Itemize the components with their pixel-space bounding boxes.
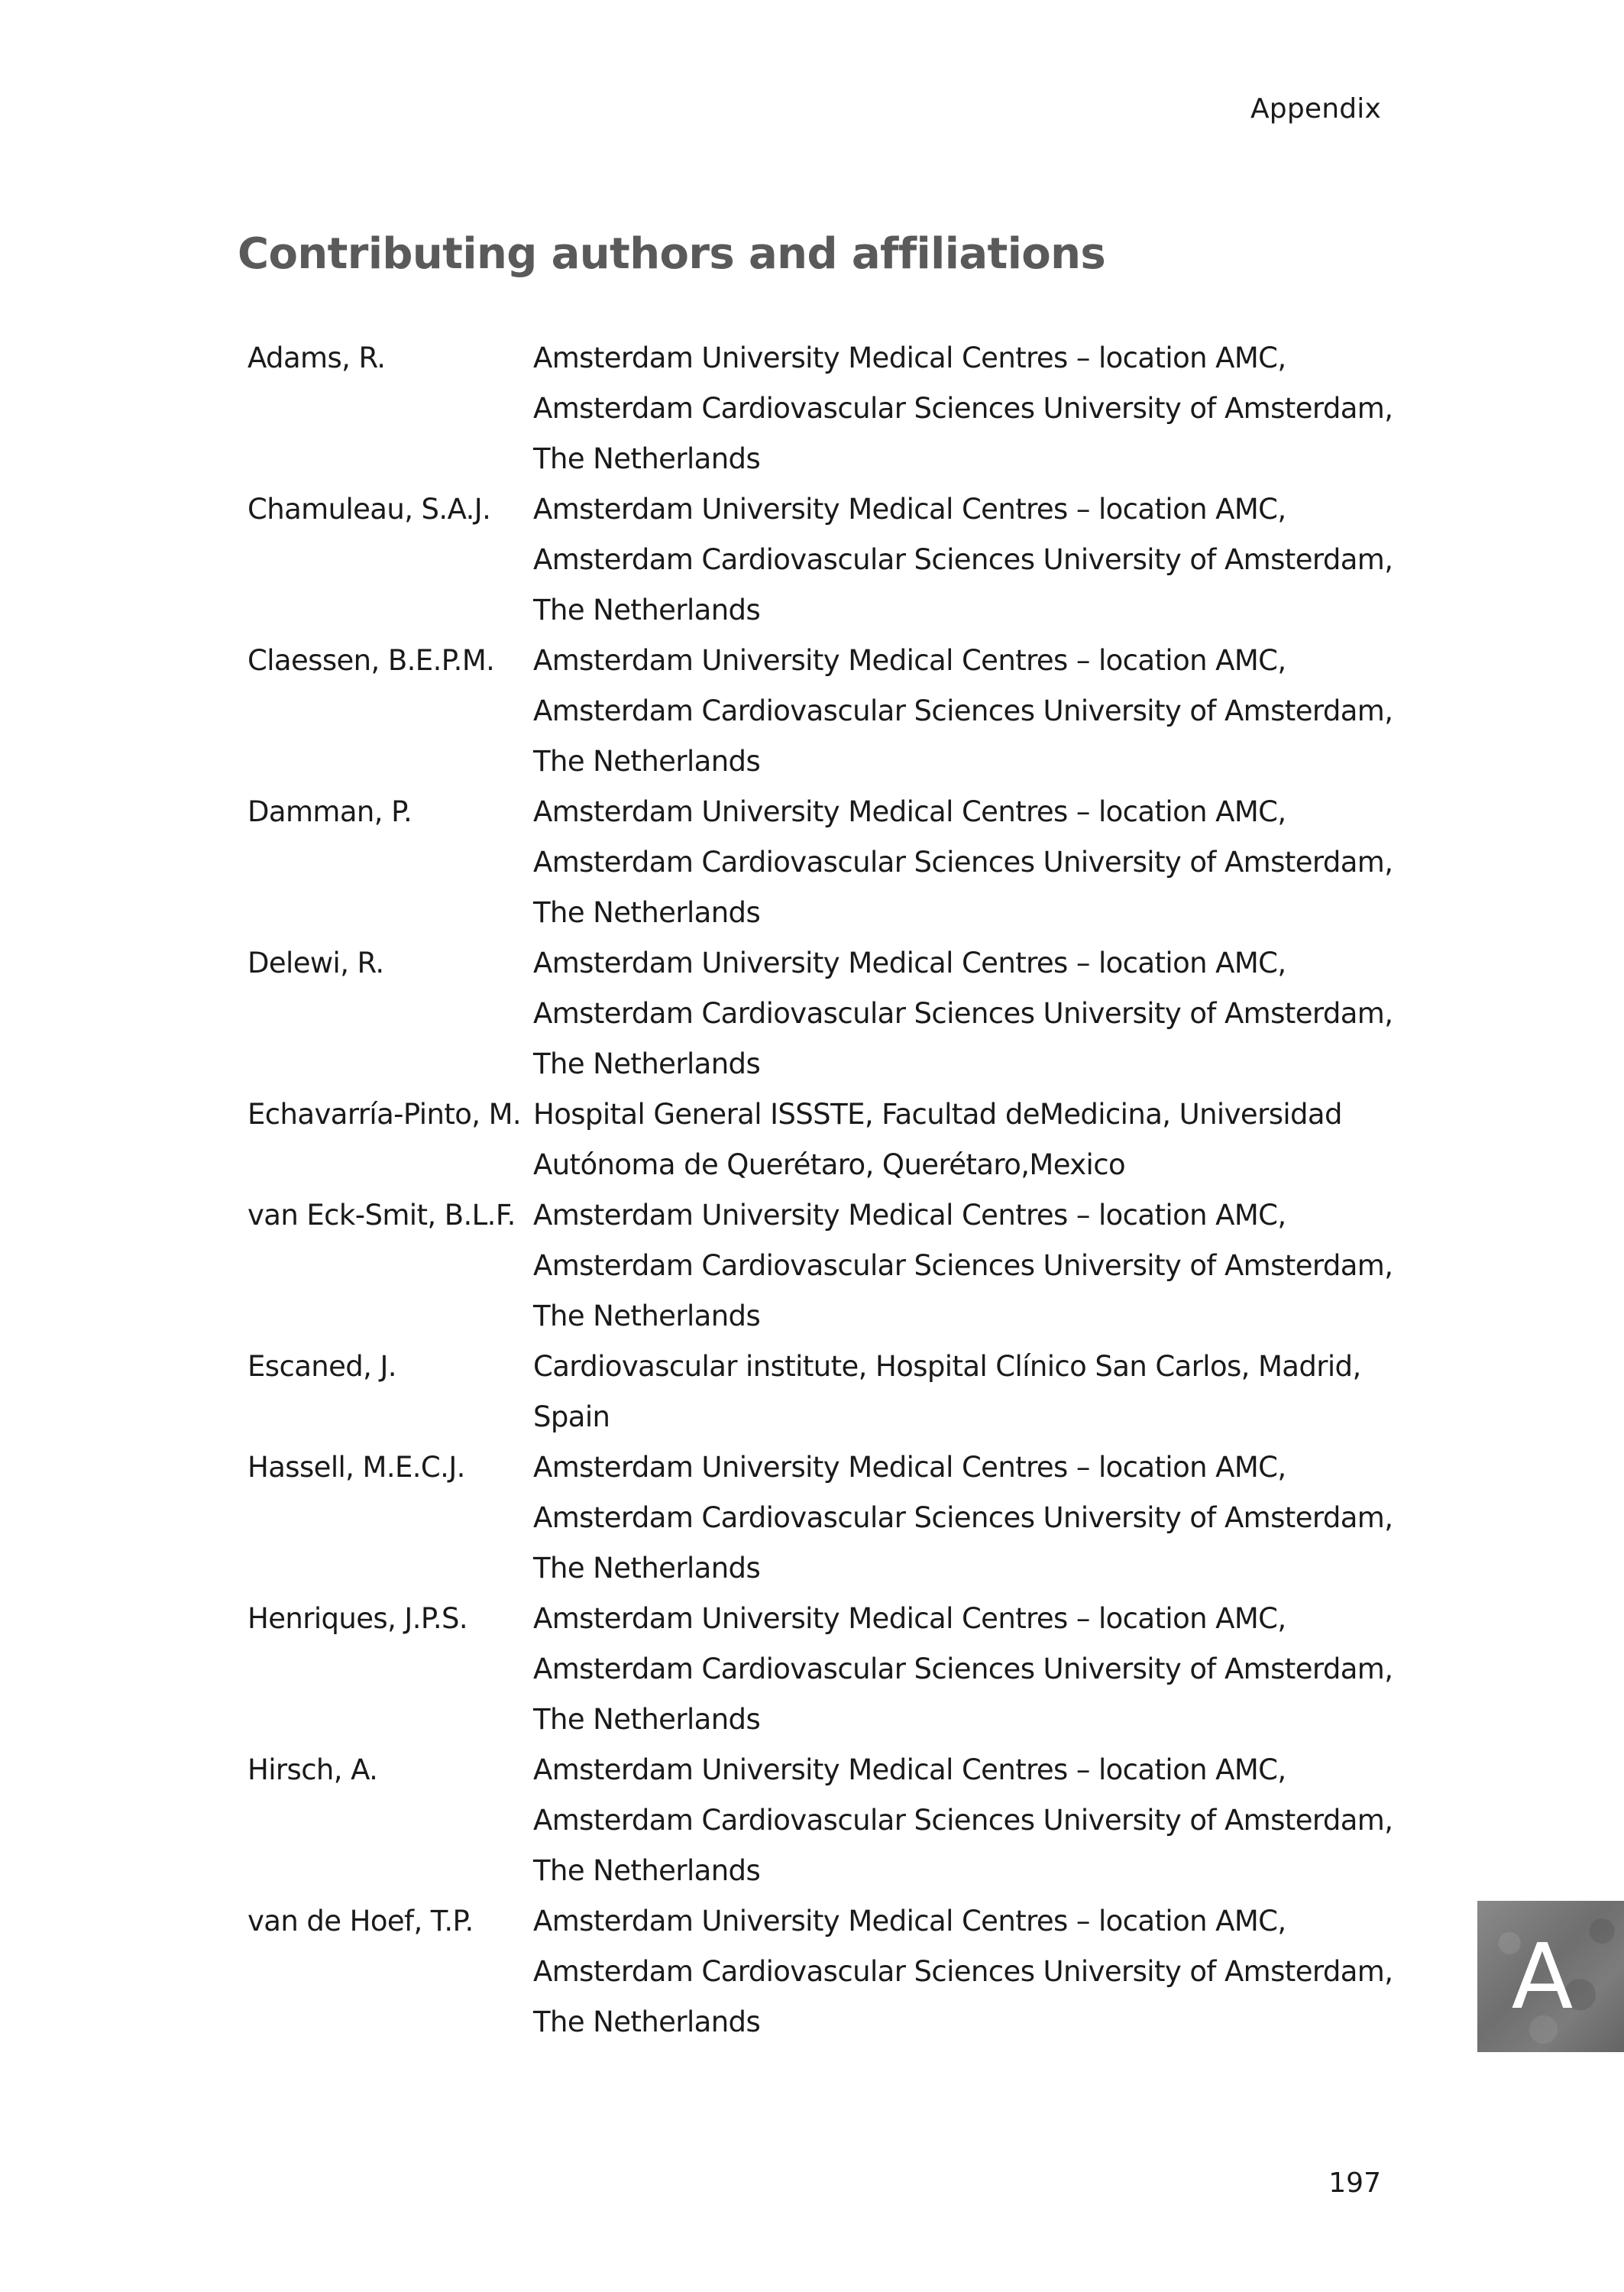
affiliation-line: Amsterdam Cardiovascular Sciences University of Amsterdam, [533,1249,1393,1282]
affiliation-line: Amsterdam University Medical Centres – location AMC, [533,795,1286,828]
affiliation-line: Amsterdam University Medical Centres – location AMC, [533,1451,1286,1484]
author-affiliation [533,1745,1416,1896]
author-affiliation [533,484,1416,636]
affiliation-line: Amsterdam University Medical Centres – location AMC, [533,644,1286,677]
affiliation-line: The Netherlands [533,896,761,929]
affiliation-line: Spain [533,1400,610,1433]
affiliation-line: Amsterdam Cardiovascular Sciences University of Amsterdam, [533,846,1393,879]
author-name: Escaned, J. [247,1350,396,1383]
author-affiliation [533,1594,1416,1745]
affiliation-line: Amsterdam Cardiovascular Sciences University of Amsterdam, [533,1804,1393,1837]
author-name: Echavarría-Pinto, M. [247,1098,522,1131]
author-affiliation [533,1896,1416,2048]
affiliation-line: Amsterdam Cardiovascular Sciences University of Amsterdam, [533,694,1393,727]
affiliation-line: The Netherlands [533,1854,761,1887]
author-name: van Eck-Smit, B.L.F. [247,1199,516,1232]
author-name: Hassell, M.E.C.J. [247,1451,465,1484]
affiliation-line: The Netherlands [533,1300,761,1332]
author-entry [247,1442,1416,1594]
author-entry [247,1745,1416,1896]
author-affiliation [533,1089,1416,1190]
affiliation-line: Autónoma de Querétaro, Querétaro,Mexico [533,1148,1125,1181]
affiliation-line: The Netherlands [533,2006,761,2038]
author-name: Hirsch, A. [247,1753,378,1786]
affiliation-line: Amsterdam Cardiovascular Sciences University of Amsterdam, [533,1653,1393,1685]
affiliation-line: The Netherlands [533,1552,761,1585]
author-list [247,333,1416,2048]
author-name: Delewi, R. [247,947,384,979]
author-entry [247,1594,1416,1745]
author-entry [247,1896,1416,2048]
author-affiliation [533,1342,1416,1442]
affiliation-line: Amsterdam Cardiovascular Sciences University of Amsterdam, [533,997,1393,1030]
author-name: Chamuleau, S.A.J. [247,493,491,526]
author-entry [247,1342,1416,1442]
author-name: Claessen, B.E.P.M. [247,644,495,677]
affiliation-line: Amsterdam Cardiovascular Sciences University of Amsterdam, [533,392,1393,425]
affiliation-line: Amsterdam Cardiovascular Sciences University of Amsterdam, [533,1501,1393,1534]
author-affiliation [533,333,1416,484]
affiliation-line: Amsterdam Cardiovascular Sciences University of Amsterdam, [533,1955,1393,1988]
author-affiliation [533,787,1416,938]
affiliation-line: The Netherlands [533,442,761,475]
affiliation-line: Amsterdam University Medical Centres – location AMC, [533,1602,1286,1635]
affiliation-line: Amsterdam Cardiovascular Sciences University of Amsterdam, [533,543,1393,576]
affiliation-line: Amsterdam University Medical Centres – location AMC, [533,493,1286,526]
author-affiliation [533,1190,1416,1342]
affiliation-line: Amsterdam University Medical Centres – location AMC, [533,1905,1286,1938]
affiliation-line: The Netherlands [533,594,761,626]
author-entry [247,1089,1416,1190]
chapter-tab [1477,1901,1624,2052]
author-entry [247,333,1416,484]
author-affiliation [533,938,1416,1089]
author-entry [247,787,1416,938]
affiliation-line: The Netherlands [533,1703,761,1736]
page-title: Contributing authors and affiliations [238,229,1106,279]
affiliation-line: Amsterdam University Medical Centres – location AMC, [533,1199,1286,1232]
author-affiliation [533,636,1416,787]
author-entry [247,1190,1416,1342]
affiliation-line: Amsterdam University Medical Centres – location AMC, [533,1753,1286,1786]
affiliation-line: Amsterdam University Medical Centres – location AMC, [533,342,1286,374]
author-name: Henriques, J.P.S. [247,1602,468,1635]
affiliation-line: The Netherlands [533,745,761,778]
affiliation-line: The Netherlands [533,1047,761,1080]
author-entry [247,636,1416,787]
affiliation-line: Cardiovascular institute, Hospital Clínico San Carlos, Madrid, [533,1350,1361,1383]
author-entry [247,484,1416,636]
affiliation-line: Hospital General ISSSTE, Facultad deMedicina, Universidad [533,1098,1342,1131]
affiliation-line: Amsterdam University Medical Centres – location AMC, [533,947,1286,979]
author-name: van de Hoef, T.P. [247,1905,474,1938]
author-name: Damman, P. [247,795,412,828]
chapter-letter: A [1511,1924,1574,2029]
running-header: Appendix [1250,93,1381,125]
page-number: 197 [1328,2167,1381,2199]
author-affiliation [533,1442,1416,1594]
author-entry [247,938,1416,1089]
author-name: Adams, R. [247,342,386,374]
